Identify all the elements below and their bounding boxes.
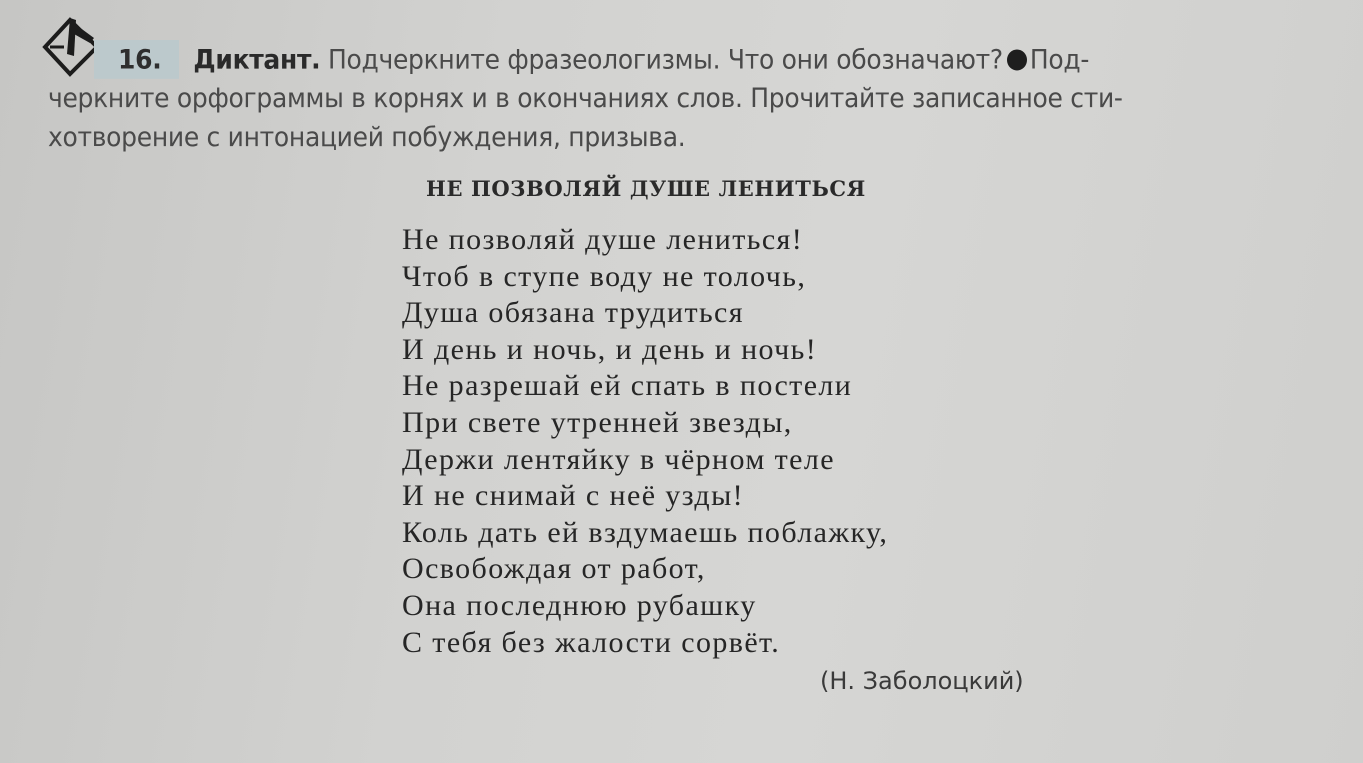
poem-title: НЕ ПОЗВОЛЯЙ ДУШЕ ЛЕНИТЬСЯ bbox=[426, 176, 866, 201]
poem-line: Душа обязана трудиться bbox=[402, 296, 744, 330]
poem-line: И день и ночь, и день и ночь! bbox=[402, 332, 818, 366]
black-circle-bullet-icon bbox=[1007, 49, 1027, 70]
exercise-instruction bbox=[48, 40, 1318, 157]
poem-body bbox=[402, 222, 888, 661]
instruction-line-3: хотворение с интонацией побуждения, призыва. bbox=[48, 121, 686, 153]
poem-line: Она последнюю рубашку bbox=[402, 588, 757, 622]
exercise-number: 16. bbox=[94, 40, 179, 79]
instruction-line-1 bbox=[48, 40, 1318, 79]
poem-line: Держи лентяйку в чёрном теле bbox=[402, 442, 835, 476]
instruction-text-1: Подчеркните фразеологизмы. Что они обозначают? bbox=[328, 44, 1003, 75]
poem-line: Коль дать ей вздумаешь поблажку, bbox=[402, 515, 889, 549]
poem-line: И не снимай с неё узды! bbox=[402, 479, 745, 513]
instruction-line-2: черкните орфограммы в корнях и в окончаниях слов. Прочитайте записанное сти- bbox=[48, 83, 1123, 114]
poem-line: Не разрешай ей спать в постели bbox=[402, 369, 853, 403]
poem-line: С тебя без жалости сорвёт. bbox=[402, 625, 781, 659]
poem-line: Освобождая от работ, bbox=[402, 552, 706, 586]
poem-line: При свете утренней звезды, bbox=[402, 405, 793, 439]
poem-line: Не позволяй душе лениться! bbox=[402, 223, 804, 256]
poem-line: Чтоб в ступе воду не толочь, bbox=[402, 259, 807, 293]
exercise-title: Диктант. bbox=[193, 44, 321, 75]
poem-author: (Н. Заболоцкий) bbox=[820, 667, 1024, 695]
instruction-text-1-end: Под- bbox=[1029, 44, 1090, 75]
